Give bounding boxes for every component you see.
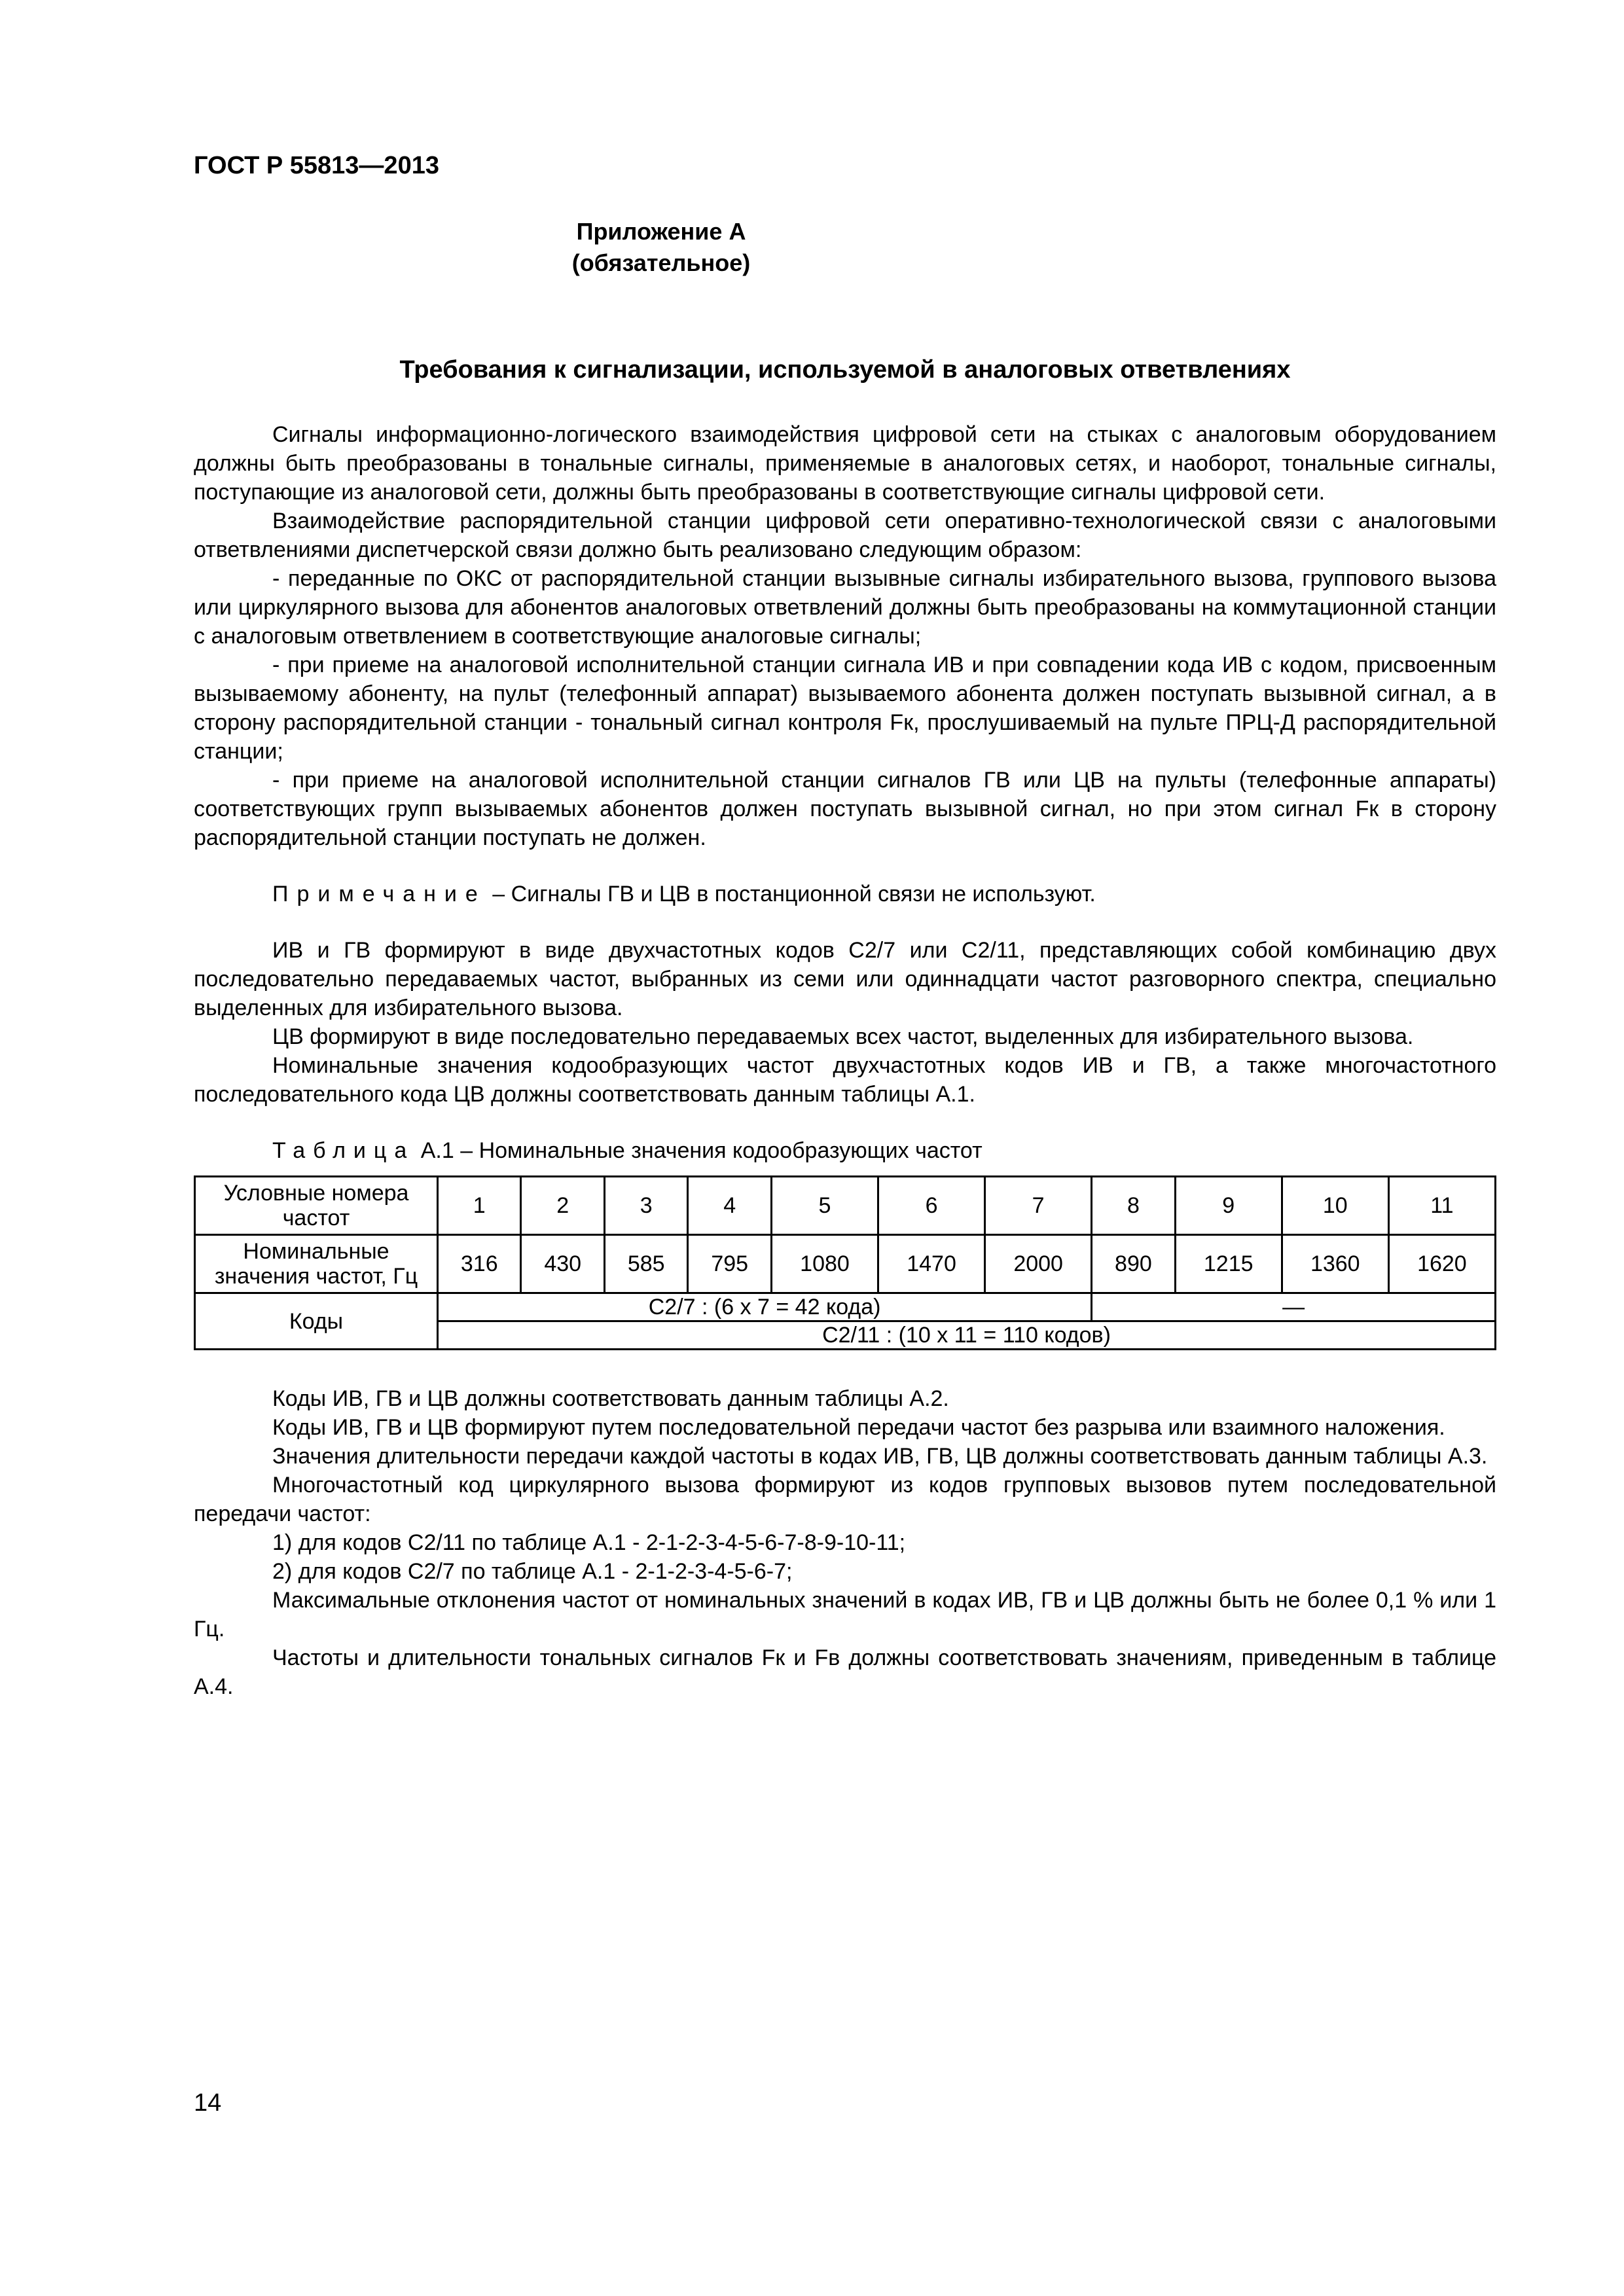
list-item: 2) для кодов С2/7 по таблице А.1 - 2-1-2-3-4-5-6-7; bbox=[272, 1559, 793, 1584]
table-cell: 3 bbox=[604, 1177, 687, 1235]
section-title: Требования к сигнализации, используемой в аналоговых ответвлениях bbox=[399, 356, 1291, 384]
table-cell: 10 bbox=[1282, 1177, 1388, 1235]
body-text bbox=[194, 420, 1496, 1701]
appendix-heading bbox=[0, 216, 1624, 279]
table-cell: 2000 bbox=[985, 1235, 1092, 1293]
table-cell: 4 bbox=[688, 1177, 771, 1235]
table-row bbox=[195, 1235, 1496, 1293]
table-cell: 795 bbox=[688, 1235, 771, 1293]
table-cell: 1620 bbox=[1388, 1235, 1495, 1293]
appendix-label: Приложение А bbox=[576, 218, 746, 245]
table-cell: С2/11 : (10 х 11 = 110 кодов) bbox=[438, 1321, 1496, 1350]
appendix-status: (обязательное) bbox=[571, 249, 751, 276]
table-cell: С2/7 : (6 х 7 = 42 кода) bbox=[438, 1293, 1092, 1321]
paragraph: Сигналы информационно-логического взаимодействия цифровой сети на стыках с аналоговым оборудованием должны быть преобразованы в тональные сигналы, применяемые в аналоговых сетях, и наоборот, тональные сигналы, поступающие из аналоговой сети, должны быть преобразованы в соответствующие сигналы цифровой сети. bbox=[194, 422, 1496, 505]
paragraph: ЦВ формируют в виде последовательно передаваемых всех частот, выделенных для избирательного вызова. bbox=[272, 1024, 1414, 1049]
paragraph: Коды ИВ, ГВ и ЦВ должны соответствовать данным таблицы А.2. bbox=[272, 1386, 949, 1411]
table-header-cell: Условные номера частот bbox=[195, 1177, 438, 1235]
table-cell: 11 bbox=[1388, 1177, 1495, 1235]
note-label: Примечание bbox=[272, 882, 486, 906]
page-number: 14 bbox=[194, 2089, 222, 2117]
note-text: – Сигналы ГВ и ЦВ в постанционной связи не используют. bbox=[486, 882, 1096, 906]
table-cell: 316 bbox=[438, 1235, 521, 1293]
paragraph: Взаимодействие распорядительной станции цифровой сети оперативно-технологической связи с аналоговыми ответвлениями диспетчерской связи должно быть реализовано следующим образом: bbox=[194, 509, 1496, 562]
table-cell: 8 bbox=[1092, 1177, 1175, 1235]
table-header-cell: Коды bbox=[195, 1293, 438, 1350]
list-item: - переданные по ОКС от распорядительной станции вызывные сигналы избирательного вызова, группового вызова или циркулярного вызова для абонентов аналоговых ответвлений должны быть преобразованы на коммутационной станции с аналоговым ответвлением в соответствующие аналоговые сигналы; bbox=[194, 566, 1496, 649]
table-row bbox=[195, 1177, 1496, 1235]
table-caption bbox=[194, 1136, 1496, 1165]
table-cell: 1 bbox=[438, 1177, 521, 1235]
list-item: 1) для кодов С2/11 по таблице А.1 - 2-1-2-3-4-5-6-7-8-9-10-11; bbox=[272, 1530, 906, 1555]
table-cell: 430 bbox=[521, 1235, 604, 1293]
table-cell: 1360 bbox=[1282, 1235, 1388, 1293]
table-cell: 7 bbox=[985, 1177, 1092, 1235]
paragraph: Частоты и длительности тональных сигналов Fк и Fв должны соответствовать значениям, приведенным в таблице А.4. bbox=[194, 1645, 1496, 1699]
list-item: - при приеме на аналоговой исполнительной станции сигналов ГВ или ЦВ на пульты (телефонные аппараты) соответствующих групп вызываемых абонентов должен поступать вызывной сигнал, но при этом сигнал Fк в сторону распорядительной станции поступать не должен. bbox=[194, 768, 1496, 850]
table-header-cell: Номинальные значения частот, Гц bbox=[195, 1235, 438, 1293]
table-cell: 1215 bbox=[1175, 1235, 1282, 1293]
list-item: - при приеме на аналоговой исполнительной станции сигнала ИВ и при совпадении кода ИВ с кодом, присвоенным вызываемому абоненту, на пульт (телефонный аппарат) вызываемого абонента должен поступать вызывной сигнал, а в сторону распорядительной станции - тональный сигнал контроля Fк, прослушиваемый на пульте ПРЦ-Д распорядительной станции; bbox=[194, 653, 1496, 764]
table-cell: 2 bbox=[521, 1177, 604, 1235]
document-code: ГОСТ Р 55813—2013 bbox=[194, 152, 439, 179]
table-cell: 6 bbox=[878, 1177, 985, 1235]
table-cell: 585 bbox=[604, 1235, 687, 1293]
table-cell: 9 bbox=[1175, 1177, 1282, 1235]
paragraph: ИВ и ГВ формируют в виде двухчастотных кодов С2/7 или С2/11, представляющих собой комбинацию двух последовательно передаваемых частот, выбранных из семи или одиннадцати частот разговорного спектра, специально выделенных для избирательного вызова. bbox=[194, 938, 1496, 1020]
paragraph: Коды ИВ, ГВ и ЦВ формируют путем последовательной передачи частот без разрыва или взаимного наложения. bbox=[272, 1415, 1445, 1440]
table-row bbox=[195, 1293, 1496, 1321]
frequency-table bbox=[194, 1175, 1496, 1350]
paragraph: Многочастотный код циркулярного вызова формируют из кодов групповых вызовов путем последовательной передачи частот: bbox=[194, 1473, 1496, 1526]
table-cell: 1470 bbox=[878, 1235, 985, 1293]
table-caption-label: Таблица bbox=[272, 1138, 415, 1163]
table-caption-text: А.1 – Номинальные значения кодообразующих частот bbox=[414, 1138, 983, 1163]
paragraph: Значения длительности передачи каждой частоты в кодах ИВ, ГВ, ЦВ должны соответствовать данным таблицы А.3. bbox=[272, 1444, 1488, 1469]
paragraph: Номинальные значения кодообразующих частот двухчастотных кодов ИВ и ГВ, а также многочастотного последовательного кода ЦВ должны соответствовать данным таблицы А.1. bbox=[194, 1053, 1496, 1107]
note bbox=[194, 880, 1496, 908]
table-cell: 1080 bbox=[771, 1235, 878, 1293]
table-cell: — bbox=[1092, 1293, 1496, 1321]
paragraph: Максимальные отклонения частот от номинальных значений в кодах ИВ, ГВ и ЦВ должны быть не более 0,1 % или 1 Гц. bbox=[194, 1588, 1496, 1641]
table-cell: 5 bbox=[771, 1177, 878, 1235]
table-cell: 890 bbox=[1092, 1235, 1175, 1293]
